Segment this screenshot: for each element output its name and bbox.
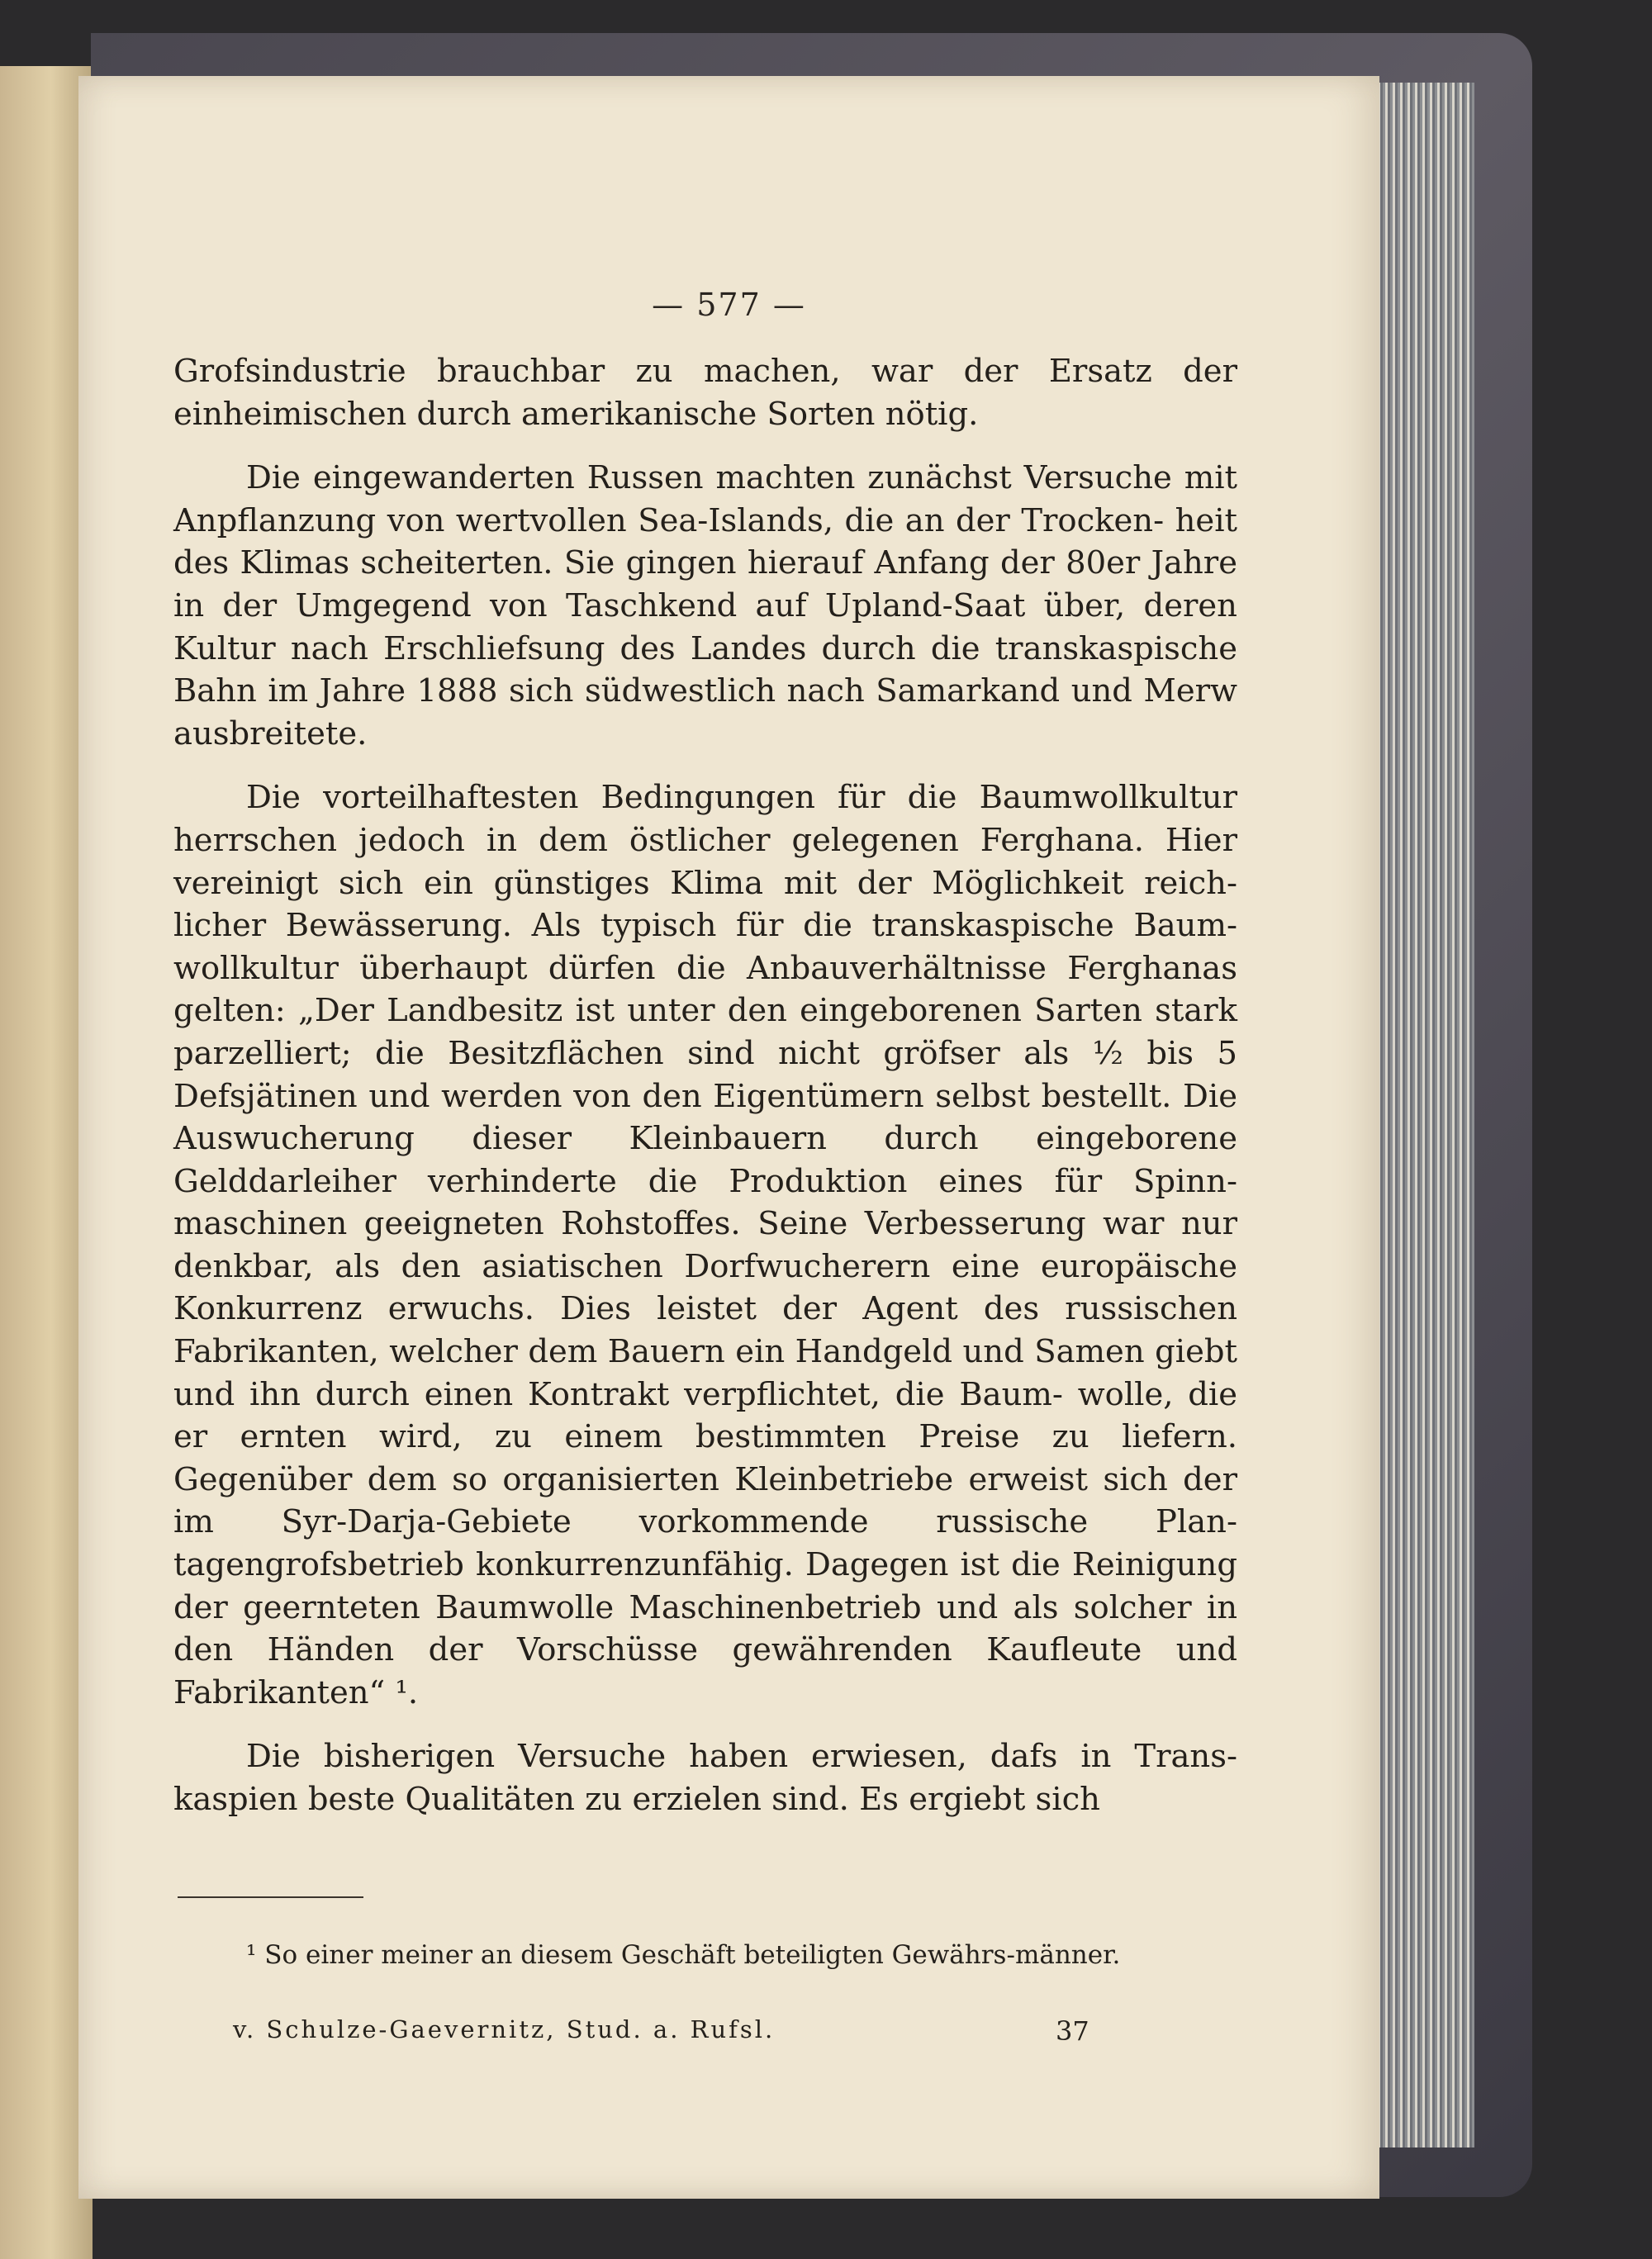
paragraph-2: Die eingewanderten Russen machten zunächst Versuche mit Anpflanzung von wertvollen Sea-Islands, die an der Trocken- heit des Klimas scheiterten. Sie gingen hierauf Anfang der 80er Jahre in der Umgegend von Taschkend auf Upland-Saat über, deren Kultur nach Erschliefsung des Landes durch die transkaspische Bahn im Jahre 1888 sich südwestlich nach Samarkand und Merw ausbreitete.	[173, 459, 1237, 752]
page-edges	[1375, 83, 1474, 2147]
paragraph-1: Grofsindustrie brauchbar zu machen, war der Ersatz der einheimischen durch amerikanische Sorten nötig.	[173, 353, 1237, 433]
footnote: ¹ So einer meiner an diesem Geschäft beteiligten Gewährs-männer.	[246, 1940, 1121, 1970]
signature-author: v. Schulze-Gaevernitz, Stud. a. Rufsl.	[233, 2015, 776, 2043]
signature-line	[173, 2015, 1237, 2048]
body-text	[173, 350, 1237, 1821]
paragraph-3: Die vorteilhaftesten Bedingungen für die Baumwollkultur herrschen jedoch in dem östlicher gelegenen Ferghana. Hier vereinigt sich ein günstiges Klima mit der Möglichkeit reich- licher Bewässerung. Als typisch für die transkaspische Baum- wollkultur überhaupt dürfen die Anbauverhältnisse Ferghanas gelten: „Der Landbesitz ist unter den eingeborenen Sarten stark parzelliert; die Besitzflächen sind nicht gröfser als ½ bis 5 Defsjätinen und werden von den Eigentümern selbst bestellt. Die Auswucherung dieser Kleinbauern durch eingeborene Gelddarleiher verhinderte die Produktion eines für Spinn- maschinen geeigneten Rohstoffes. Seine Verbesserung war nur denkbar, als den asiatischen Dorfwucherern eine europäische Konkurrenz erwuchs. Dies leistet der Agent des russischen Fabrikanten, welcher dem Bauern ein Handgeld und Samen giebt und ihn durch einen Kontrakt verpflichtet, die Baum- wolle, die er ernten wird, zu einem bestimmten Preise zu liefern. Gegenüber dem so organisierten Kleinbetriebe erweist sich der im Syr-Darja-Gebiete vorkommende russische Plan- tagengrofsbetrieb konkurrenzunfähig. Dagegen ist die Reinigung der geernteten Baumwolle Maschinenbetrieb und als solcher in den Händen der Vorschüsse gewährenden Kaufleute und Fabrikanten“ ¹.	[173, 779, 1238, 1711]
page-number: — 577 —	[652, 287, 806, 323]
footnote-divider	[178, 1896, 363, 1898]
book-page	[78, 76, 1379, 2199]
paragraph-4: Die bisherigen Versuche haben erwiesen, dafs in Trans- kaspien beste Qualitäten zu erzielen sind. Es ergiebt sich	[173, 1738, 1237, 1818]
sheet-number: 37	[1056, 2015, 1089, 2047]
